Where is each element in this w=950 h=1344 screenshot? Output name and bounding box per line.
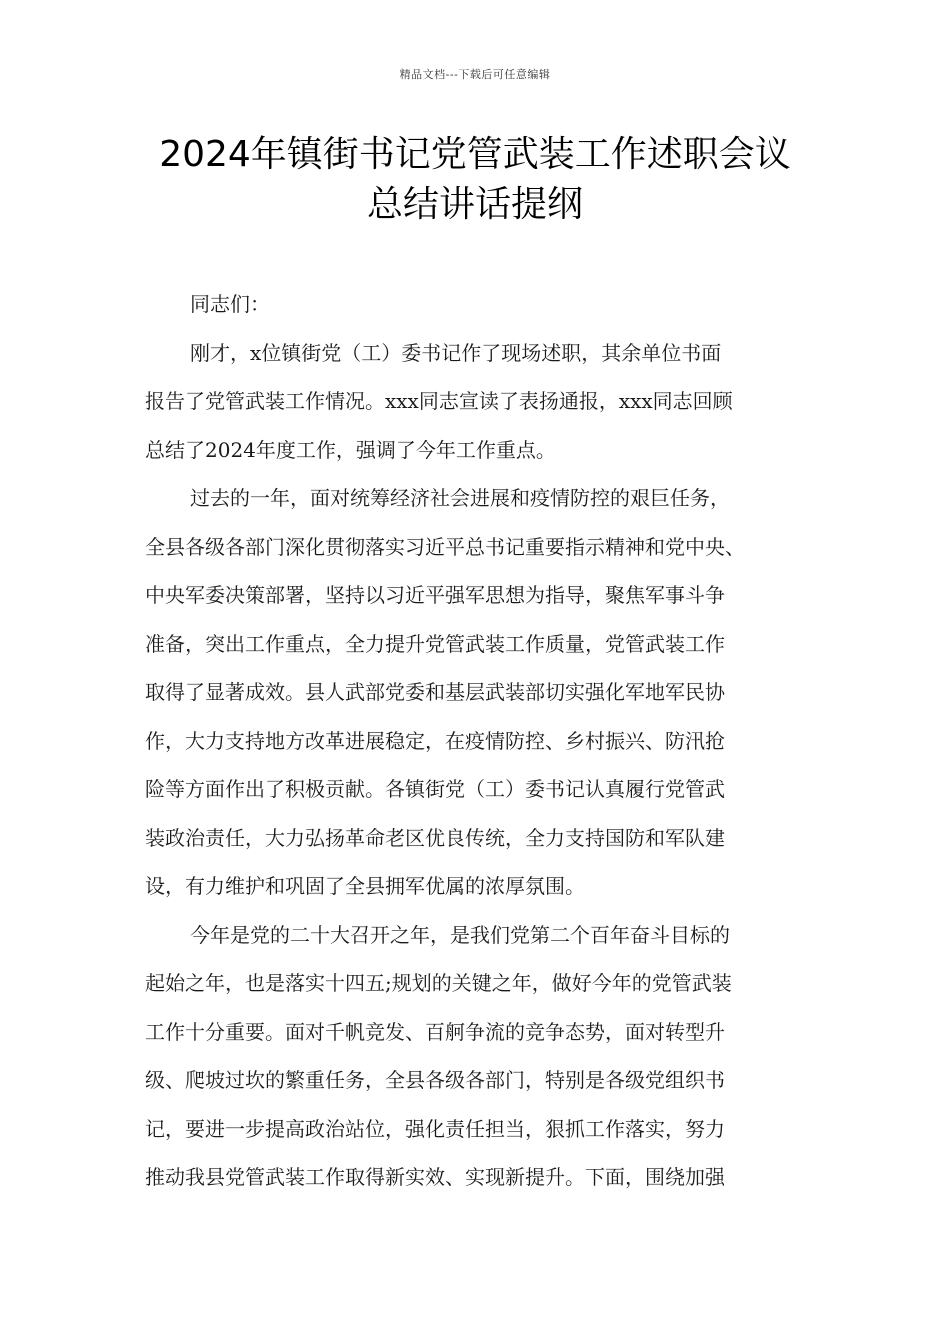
title-line-2: 总结讲话提纲: [366, 184, 583, 225]
paragraph-line: 险等方面作出了积极贡献。各镇街党（工）委书记认真履行党管武: [145, 777, 725, 801]
paragraph-line: 推动我县党管武装工作取得新实效、实现新提升。下面，围绕加强: [145, 1165, 725, 1189]
paragraph-3: [145, 911, 845, 1202]
paragraph-1: [145, 329, 845, 475]
paragraph-line: 准备，突出工作重点，全力提升党管武装工作质量，党管武装工作: [145, 631, 725, 656]
paragraph-line: 工作十分重要。面对千帆竞发、百舸争流的竞争态势，面对转型升: [145, 1019, 725, 1044]
paragraph-line: 取得了显著成效。县人武部党委和基层武装部切实强化军地军民协: [145, 680, 725, 704]
paragraph-line: 过去的一年，面对统筹经济社会进展和疫情防控的艰巨任务，: [190, 486, 730, 510]
paragraph-line: 报告了党管武装工作情况。xxx同志宣读了表扬通报，xxx同志回顾: [145, 389, 733, 413]
paragraph-line: 级、爬坡过坎的繁重任务，全县各级各部门，特别是各级党组织书: [145, 1068, 725, 1092]
document-title: [100, 130, 850, 230]
paragraph-line: 装政治责任，大力弘扬革命老区优良传统，全力支持国防和军队建: [145, 825, 725, 850]
salutation: 同志们：: [190, 292, 270, 316]
title-line-1: 2024年镇街书记党管武装工作述职会议: [159, 134, 791, 175]
paragraph-line: 总结了2024年度工作，强调了今年工作重点。: [145, 437, 556, 462]
paragraph-line: 起始之年，也是落实十四五;规划的关键之年，做好今年的党管武装: [145, 971, 732, 995]
paragraph-line: 今年是党的二十大召开之年，是我们党第二个百年奋斗目标的: [190, 922, 730, 947]
page-header: 精品文档---下载后可任意编辑: [399, 68, 551, 81]
paragraph-line: 全县各级各部门深化贯彻落实习近平总书记重要指示精神和党中央、: [145, 534, 745, 559]
paragraph-line: 刚才，x位镇街党（工）委书记作了现场述职，其余单位书面: [190, 340, 722, 365]
paragraph-line: 作，大力支持地方改革进展稳定，在疫情防控、乡村振兴、防汛抢: [145, 728, 725, 753]
document-body: [145, 280, 845, 1202]
paragraph-line: 设，有力维护和巩固了全县拥军优属的浓厚氛围。: [145, 874, 585, 898]
paragraph-line: 记，要进一步提高政治站位，强化责任担当，狠抓工作落实，努力: [145, 1116, 725, 1141]
paragraph-2: [145, 474, 845, 911]
paragraph-line: 中央军委决策部署，坚持以习近平强军思想为指导，聚焦军事斗争: [145, 583, 725, 607]
